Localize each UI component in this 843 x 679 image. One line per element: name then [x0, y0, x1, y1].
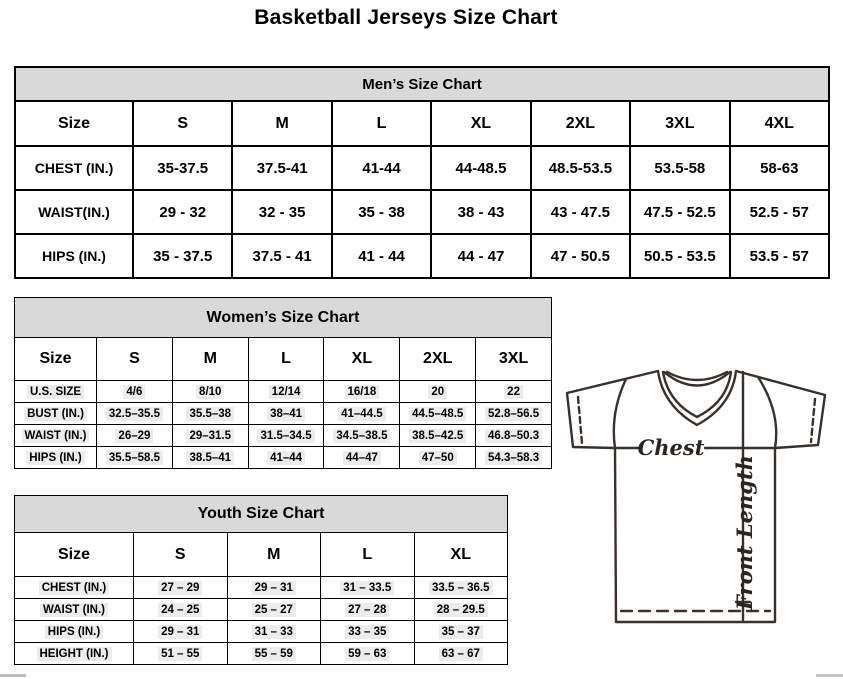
table-row	[15, 643, 508, 665]
row-label: U.S. SIZE	[15, 381, 97, 403]
size-value: 32 - 35	[232, 190, 331, 234]
size-value: 47 - 50.5	[531, 234, 630, 278]
size-value: 31 – 33.5	[321, 577, 415, 599]
size-value: 35 – 37	[414, 621, 508, 643]
size-value: 8/10	[172, 381, 248, 403]
size-value: 41-44	[332, 146, 431, 190]
size-value: 37.5 - 41	[232, 234, 331, 278]
size-value: 35 - 38	[332, 190, 431, 234]
size-value: 43 - 47.5	[531, 190, 630, 234]
column-header: 3XL	[630, 101, 729, 146]
size-value: 26–29	[97, 425, 173, 447]
table-row	[15, 403, 552, 425]
row-label: HEIGHT (IN.)	[15, 643, 134, 665]
column-header: L	[321, 533, 415, 577]
table-row	[15, 599, 508, 621]
page-title: Basketball Jerseys Size Chart	[254, 6, 558, 29]
table-row	[15, 621, 508, 643]
size-value: 38 - 43	[431, 190, 530, 234]
column-header: M	[227, 533, 321, 577]
size-value: 44 - 47	[431, 234, 530, 278]
size-header: Size	[15, 533, 134, 577]
size-value: 46.8–50.3	[476, 425, 552, 447]
size-value: 27 – 29	[134, 577, 228, 599]
size-value: 29 – 31	[227, 577, 321, 599]
size-value: 33 – 35	[321, 621, 415, 643]
table-row	[15, 146, 829, 190]
table-row	[15, 381, 552, 403]
row-label: CHEST (IN.)	[15, 146, 133, 190]
size-value: 44–47	[324, 447, 400, 469]
table-header-row	[15, 338, 552, 381]
size-value: 38–41	[248, 403, 324, 425]
size-value: 44-48.5	[431, 146, 530, 190]
table-caption-row	[15, 496, 508, 533]
size-value: 59 – 63	[321, 643, 415, 665]
column-header: M	[172, 338, 248, 381]
mens-table-title: Men’s Size Chart	[15, 67, 829, 101]
size-value: 34.5–38.5	[324, 425, 400, 447]
size-value: 29–31.5	[172, 425, 248, 447]
womens-size-table	[14, 297, 552, 469]
column-header: 3XL	[476, 338, 552, 381]
size-value: 41–44.5	[324, 403, 400, 425]
size-value: 38.5–42.5	[400, 425, 476, 447]
size-value: 53.5 - 57	[730, 234, 829, 278]
jersey-outline-path	[567, 371, 825, 622]
size-value: 25 – 27	[227, 599, 321, 621]
size-value: 38.5–41	[172, 447, 248, 469]
column-header: XL	[431, 101, 530, 146]
column-header: L	[248, 338, 324, 381]
size-value: 41–44	[248, 447, 324, 469]
size-value: 29 – 31	[134, 621, 228, 643]
table-row	[15, 190, 829, 234]
size-value: 52.5 - 57	[730, 190, 829, 234]
size-header: Size	[15, 338, 97, 381]
size-value: 4/6	[97, 381, 173, 403]
size-value: 16/18	[324, 381, 400, 403]
size-value: 20	[400, 381, 476, 403]
size-value: 32.5–35.5	[97, 403, 173, 425]
horizontal-scrollbar-fragment-left[interactable]	[0, 674, 26, 677]
column-header: 2XL	[531, 101, 630, 146]
column-header: 2XL	[400, 338, 476, 381]
size-value: 31 – 33	[227, 621, 321, 643]
size-value: 55 – 59	[227, 643, 321, 665]
size-value: 63 – 67	[414, 643, 508, 665]
womens-table-title: Women’s Size Chart	[15, 298, 552, 338]
size-value: 35-37.5	[133, 146, 232, 190]
column-header: M	[232, 101, 331, 146]
column-header: S	[97, 338, 173, 381]
size-value: 58-63	[730, 146, 829, 190]
size-value: 22	[476, 381, 552, 403]
size-value: 52.8–56.5	[476, 403, 552, 425]
row-label: HIPS (IN.)	[15, 234, 133, 278]
size-value: 35.5–38	[172, 403, 248, 425]
table-caption-row	[15, 298, 552, 338]
size-value: 48.5-53.5	[531, 146, 630, 190]
table-header-row	[15, 533, 508, 577]
size-value: 28 – 29.5	[414, 599, 508, 621]
row-label: WAIST (IN.)	[15, 599, 134, 621]
jersey-diagram	[553, 358, 843, 679]
size-value: 50.5 - 53.5	[630, 234, 729, 278]
table-row	[15, 577, 508, 599]
size-value: 35 - 37.5	[133, 234, 232, 278]
row-label: WAIST(IN.)	[15, 190, 133, 234]
size-value: 31.5–34.5	[248, 425, 324, 447]
column-header: L	[332, 101, 431, 146]
size-value: 35.5–58.5	[97, 447, 173, 469]
column-header: XL	[414, 533, 508, 577]
column-header: XL	[324, 338, 400, 381]
row-label: BUST (IN.)	[15, 403, 97, 425]
table-header-row	[15, 101, 829, 146]
table-row	[15, 447, 552, 469]
size-value: 24 – 25	[134, 599, 228, 621]
table-row	[15, 425, 552, 447]
horizontal-scrollbar-fragment-right[interactable]	[816, 674, 843, 677]
size-value: 53.5-58	[630, 146, 729, 190]
chest-label: Chest	[637, 435, 705, 460]
size-value: 54.3–58.3	[476, 447, 552, 469]
size-value: 27 – 28	[321, 599, 415, 621]
front-length-label: Front Length	[732, 455, 757, 610]
youth-table-title: Youth Size Chart	[15, 496, 508, 533]
row-label: HIPS (IN.)	[15, 447, 97, 469]
mens-size-table	[14, 66, 830, 279]
size-value: 12/14	[248, 381, 324, 403]
size-value: 44.5–48.5	[400, 403, 476, 425]
size-value: 37.5-41	[232, 146, 331, 190]
row-label: CHEST (IN.)	[15, 577, 134, 599]
size-value: 29 - 32	[133, 190, 232, 234]
size-header: Size	[15, 101, 133, 146]
youth-size-table	[14, 495, 508, 665]
row-label: WAIST (IN.)	[15, 425, 97, 447]
row-label: HIPS (IN.)	[15, 621, 134, 643]
column-header: 4XL	[730, 101, 829, 146]
column-header: S	[133, 101, 232, 146]
table-caption-row	[15, 67, 829, 101]
size-value: 51 – 55	[134, 643, 228, 665]
size-value: 33.5 – 36.5	[414, 577, 508, 599]
size-value: 47.5 - 52.5	[630, 190, 729, 234]
column-header: S	[134, 533, 228, 577]
table-row	[15, 234, 829, 278]
size-value: 41 - 44	[332, 234, 431, 278]
size-value: 47–50	[400, 447, 476, 469]
